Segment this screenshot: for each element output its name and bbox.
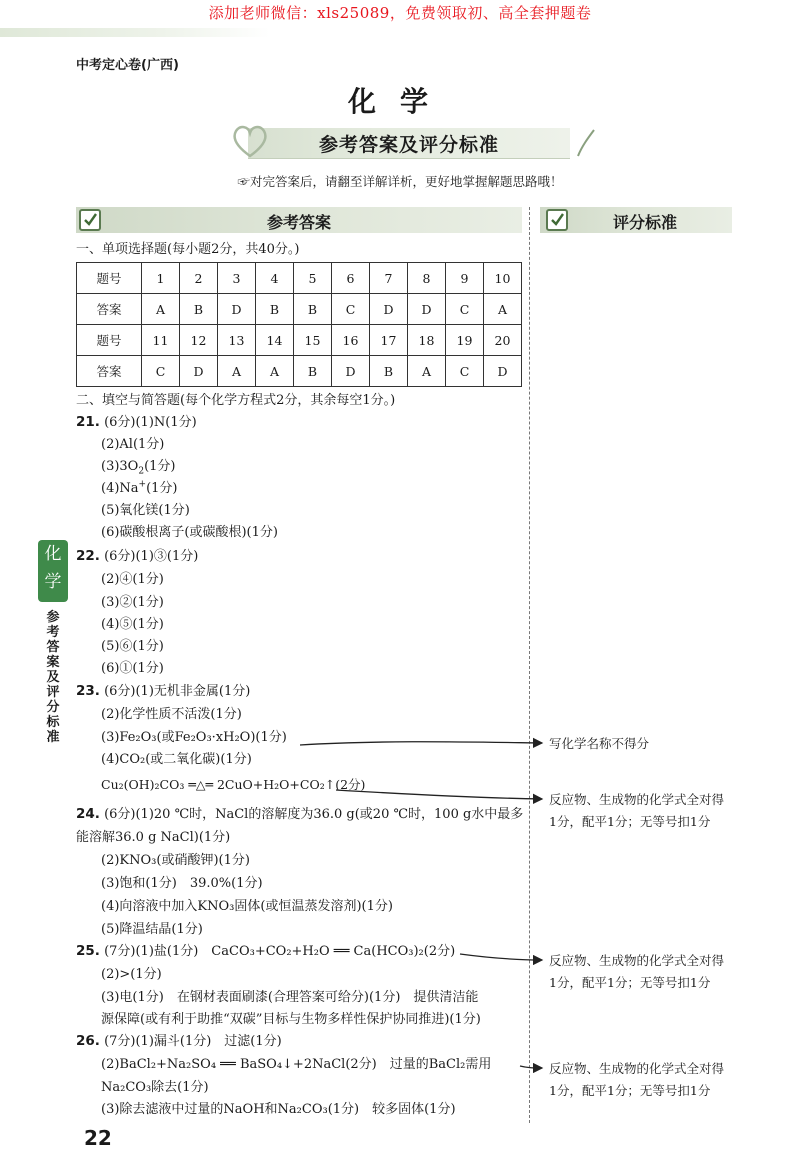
answer-text: (3)②(1分) xyxy=(101,595,164,610)
table-cell: D xyxy=(180,356,218,387)
answer-text: (2)>(1分) xyxy=(101,967,162,982)
criteria-note: 反应物、生成物的化学式全对得 xyxy=(549,792,725,807)
criteria-note: 反应物、生成物的化学式全对得 xyxy=(549,1061,725,1076)
page-number: 22 xyxy=(84,1126,112,1150)
table-cell: 题号 xyxy=(77,263,142,294)
table-cell: D xyxy=(332,356,370,387)
table-cell: A xyxy=(484,294,522,325)
answer-text: (4)向溶液中加入KNO₃固体(或恒温蒸发溶剂)(1分) xyxy=(101,899,393,914)
series-title: 中考定心卷(广西) xyxy=(76,58,179,73)
promo-banner-text: 添加老师微信：xls25089，免费领取初、高全套押题卷 xyxy=(208,4,592,22)
answer-text: (1分) xyxy=(144,459,176,474)
subject-side-tab: 化学 xyxy=(38,540,68,602)
table-cell: B xyxy=(294,294,332,325)
table-cell: A xyxy=(408,356,446,387)
table-cell: 4 xyxy=(256,263,294,294)
answer-text: (2)Al(1分) xyxy=(101,437,165,452)
answer-text: (6分)(1)无机非金属(1分) xyxy=(104,684,251,699)
answers-header: 参考答案 xyxy=(266,213,331,232)
answer-text: (5)⑥(1分) xyxy=(101,639,164,654)
answer-text: (2)④(1分) xyxy=(101,572,164,587)
criteria-note: 1分，配平1分；无等号扣1分 xyxy=(549,1083,711,1098)
table-cell: 16 xyxy=(332,325,370,356)
superscript: + xyxy=(138,479,147,490)
table-cell: A xyxy=(256,356,294,387)
table-cell: B xyxy=(370,356,408,387)
banner-title: 参考答案及评分标准 xyxy=(318,134,499,156)
question-number: 23. xyxy=(76,683,100,699)
answer-text: (7分)(1)盐(1分) CaCO₃+CO₂+H₂O ══ Ca(HCO₃)₂(2分) xyxy=(104,944,456,959)
table-cell: 17 xyxy=(370,325,408,356)
table-cell: C xyxy=(446,356,484,387)
criteria-note: 写化学名称不得分 xyxy=(549,736,650,751)
question-number: 24. xyxy=(76,806,100,822)
table-cell: 答案 xyxy=(77,294,142,325)
answer-text: (6分)(1)20 ℃时，NaCl的溶解度为36.0 g(或20 ℃时，100 g水中最多 xyxy=(104,807,524,822)
table-cell: 13 xyxy=(218,325,256,356)
table-cell: 20 xyxy=(484,325,522,356)
answer-text: Na₂CO₃除去(1分) xyxy=(101,1080,209,1095)
question-number: 25. xyxy=(76,943,100,959)
criteria-note: 1分，配平1分；无等号扣1分 xyxy=(549,975,711,990)
table-cell: 14 xyxy=(256,325,294,356)
table-cell: 题号 xyxy=(77,325,142,356)
answer-text: (3)除去滤液中过量的NaOH和Na₂CO₃(1分) 较多固体(1分) xyxy=(101,1102,456,1117)
table-cell: D xyxy=(484,356,522,387)
answer-text: (6分)(1)③(1分) xyxy=(104,549,199,564)
table-cell: B xyxy=(180,294,218,325)
table-cell: 8 xyxy=(408,263,446,294)
answer-text: (4)⑤(1分) xyxy=(101,617,164,632)
subscript: 2 xyxy=(138,466,145,477)
answer-text: (2)KNO₃(或硝酸钾)(1分) xyxy=(101,853,250,868)
answer-text: (4)CO₂(或二氧化碳)(1分) xyxy=(101,752,252,767)
answer-text: (5)降温结晶(1分) xyxy=(101,922,203,937)
criteria-note: 1分，配平1分；无等号扣1分 xyxy=(549,814,711,829)
table-cell: B xyxy=(294,356,332,387)
table-cell: 12 xyxy=(180,325,218,356)
criteria-note: 反应物、生成物的化学式全对得 xyxy=(549,953,725,968)
table-cell: C xyxy=(446,294,484,325)
table-cell: 11 xyxy=(142,325,180,356)
side-vertical-label: 参考答案及评分标准 xyxy=(46,610,60,745)
answer-text: (3)Fe₂O₃(或Fe₂O₃·xH₂O)(1分) xyxy=(101,730,287,745)
answer-text: (3)饱和(1分) 39.0%(1分) xyxy=(101,876,263,891)
table-cell: D xyxy=(370,294,408,325)
table-cell: C xyxy=(332,294,370,325)
answer-text: (6)碳酸根离子(或碳酸根)(1分) xyxy=(101,525,278,540)
question-number: 22. xyxy=(76,548,100,564)
answer-text: (6分)(1)N(1分) xyxy=(104,415,197,430)
question-number: 26. xyxy=(76,1033,100,1049)
table-cell: D xyxy=(408,294,446,325)
table-cell: 3 xyxy=(218,263,256,294)
answer-text: (6)①(1分) xyxy=(101,661,164,676)
answer-text: (2)BaCl₂+Na₂SO₄ ══ BaSO₄↓+2NaCl(2分) 过量的BaCl₂需用 xyxy=(101,1057,492,1072)
answer-text: (2)化学性质不活泼(1分) xyxy=(101,707,242,722)
answer-text: Cu₂(OH)₂CO₃ ═△═ 2CuO+H₂O+CO₂↑(2分) xyxy=(101,777,366,792)
table-cell: 15 xyxy=(294,325,332,356)
answer-text: (1分) xyxy=(146,481,178,496)
answer-text: (4)Na xyxy=(101,481,139,496)
question-number: 21. xyxy=(76,414,100,430)
table-cell: C xyxy=(142,356,180,387)
table-cell: A xyxy=(142,294,180,325)
answer-text: (7分)(1)漏斗(1分) 过滤(1分) xyxy=(104,1034,282,1049)
answer-text: (3)电(1分) 在钢材表面刷漆(合理答案可给分)(1分) 提供清洁能 xyxy=(101,990,479,1005)
criteria-header: 评分标准 xyxy=(612,213,677,232)
section1-heading: 一、单项选择题(每小题2分，共40分。) xyxy=(76,242,300,257)
answer-text: 能溶解36.0 g NaCl)(1分) xyxy=(76,830,231,845)
table-cell: B xyxy=(256,294,294,325)
answer-text: (5)氧化镁(1分) xyxy=(101,503,190,518)
table-cell: 10 xyxy=(484,263,522,294)
section2-heading: 二、填空与简答题(每个化学方程式2分，其余每空1分。) xyxy=(76,393,396,408)
answer-text: (3)3O xyxy=(101,459,139,474)
subject-title: 化学 xyxy=(347,85,452,118)
tip-text: ☞对完答案后，请翻至详解详析，更好地掌握解题思路哦！ xyxy=(237,174,563,189)
table-cell: 7 xyxy=(370,263,408,294)
table-cell: 5 xyxy=(294,263,332,294)
table-cell: A xyxy=(218,356,256,387)
table-cell: 答案 xyxy=(77,356,142,387)
table-cell: 9 xyxy=(446,263,484,294)
table-cell: 18 xyxy=(408,325,446,356)
table-cell: D xyxy=(218,294,256,325)
answer-text: 源保障(或有利于助推“双碳”目标与生物多样性保护协同推进)(1分) xyxy=(101,1012,481,1027)
table-cell: 19 xyxy=(446,325,484,356)
table-cell: 2 xyxy=(180,263,218,294)
table-cell: 1 xyxy=(142,263,180,294)
table-cell: 6 xyxy=(332,263,370,294)
